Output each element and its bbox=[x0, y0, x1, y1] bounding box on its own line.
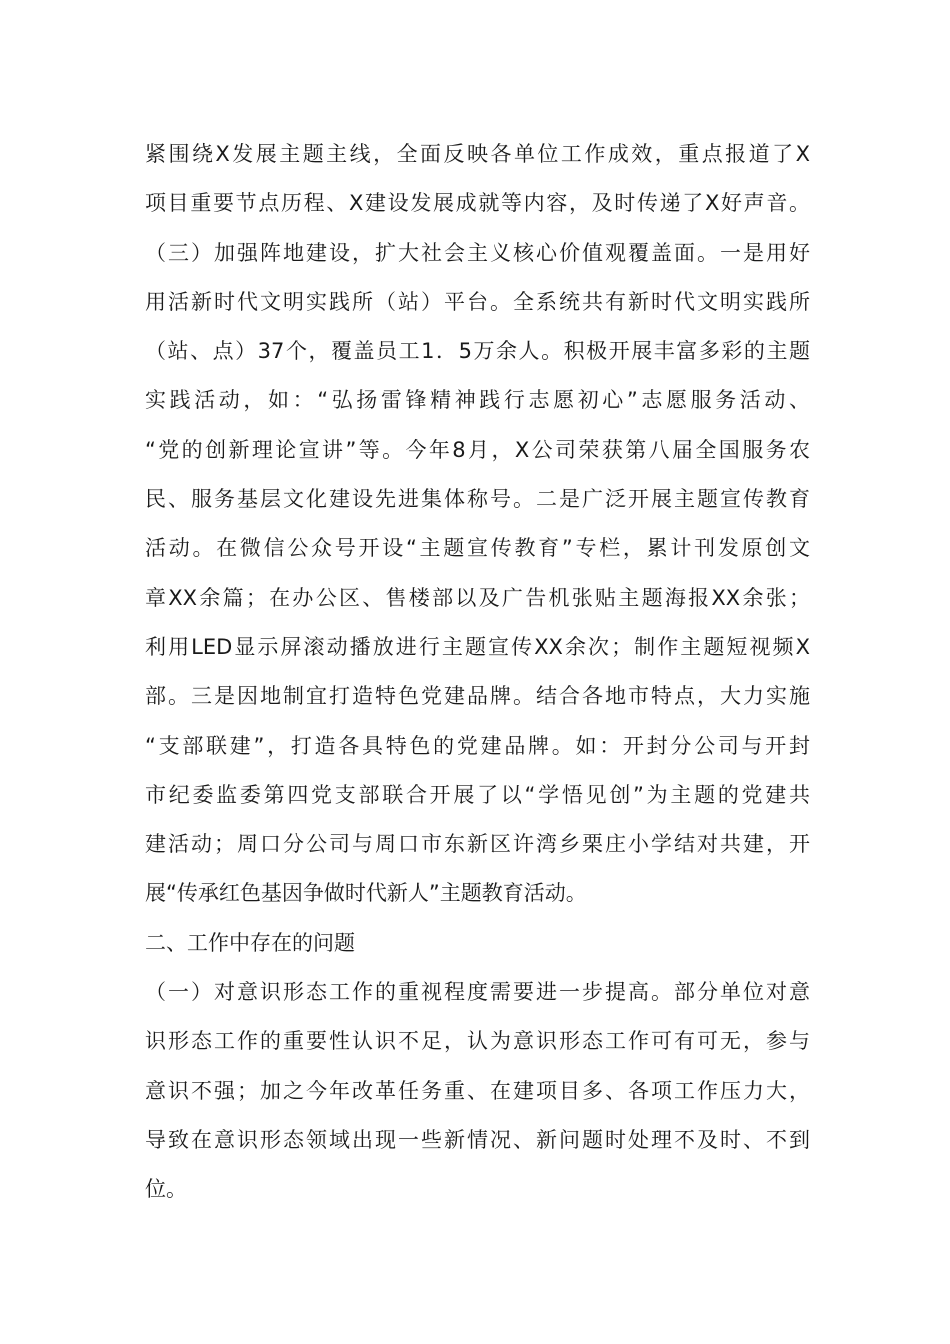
text-line-8: 民、服务基层文化建设先进集体称号。二是广泛开展主题宣传教育 bbox=[145, 487, 810, 512]
text-line-12: 部。三是因地制宜打造特色党建品牌。结合各地市特点，大力实施 bbox=[145, 684, 810, 709]
text-line-11: 利用LED显示屏滚动播放进行主题宣传XX余次；制作主题短视频X bbox=[145, 634, 810, 659]
text-line-9: 活动。在微信公众号开设“主题宣传教育”专栏，累计刊发原创文 bbox=[145, 536, 810, 561]
text-line-21: 导致在意识形态领域出现一些新情况、新问题时处理不及时、不到 bbox=[145, 1127, 810, 1152]
text-line-1: 紧围绕X发展主题主线，全面反映各单位工作成效，重点报道了X bbox=[145, 142, 810, 166]
text-line-19: 识形态工作的重要性认识不足，认为意识形态工作可有可无，参与 bbox=[145, 1029, 810, 1054]
text-line-5: （站、点）37个，覆盖员工1．5万余人。积极开展丰富多彩的主题 bbox=[145, 339, 810, 364]
text-line-10: 章XX余篇；在办公区、售楼部以及广告机张贴主题海报XX余张； bbox=[145, 585, 810, 610]
section-heading-3: （三）加强阵地建设，扩大社会主义核心价值观覆盖面。一是用好 bbox=[145, 240, 810, 265]
text-line-22: 位。 bbox=[145, 1177, 187, 1202]
document-body bbox=[145, 130, 810, 1215]
text-line-7: “党的创新理论宣讲”等。今年8月，X公司荣获第八届全国服务农 bbox=[145, 437, 810, 462]
text-line-15: 建活动；周口分公司与周口市东新区许湾乡栗庄小学结对共建，开 bbox=[145, 832, 810, 857]
text-line-14: 市纪委监委第四党支部联合开展了以“学悟见创”为主题的党建共 bbox=[145, 782, 810, 807]
text-line-13: “支部联建”，打造各具特色的党建品牌。如：开封分公司与开封 bbox=[145, 733, 810, 758]
text-line-6: 实践活动，如：“弘扬雷锋精神践行志愿初心”志愿服务活动、 bbox=[145, 388, 810, 413]
subsection-heading-1: （一）对意识形态工作的重视程度需要进一步提高。部分单位对意 bbox=[145, 980, 810, 1005]
text-line-16: 展“传承红色基因争做时代新人”主题教育活动。 bbox=[145, 881, 587, 906]
text-line-2: 项目重要节点历程、X建设发展成就等内容，及时传递了X好声音。 bbox=[145, 191, 810, 216]
section-title-problems: 二、工作中存在的问题 bbox=[145, 930, 355, 955]
text-line-4: 用活新时代文明实践所（站）平台。全系统共有新时代文明实践所 bbox=[145, 289, 810, 314]
text-line-20: 意识不强；加之今年改革任务重、在建项目多、各项工作压力大， bbox=[145, 1078, 810, 1103]
